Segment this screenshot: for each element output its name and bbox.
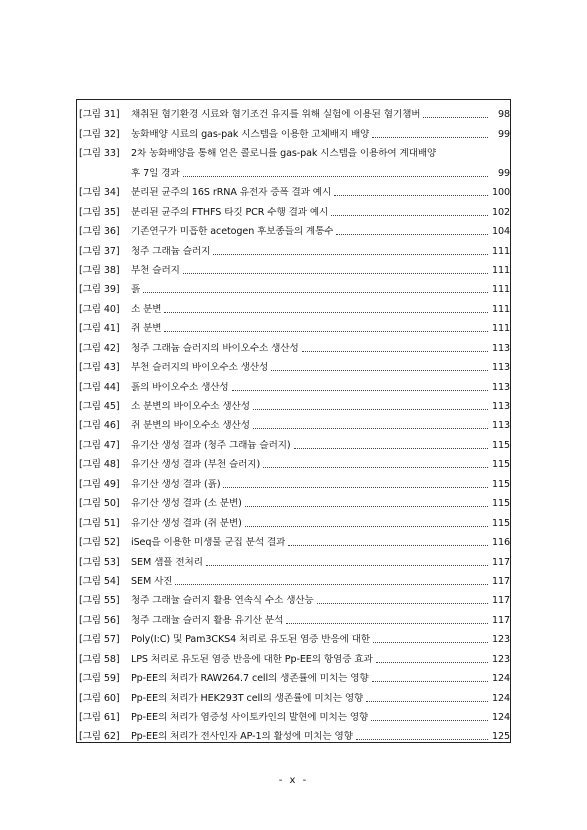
figure-label: [그림 56] [79,614,120,626]
page-number: 113 [491,401,510,413]
toc-entry[interactable] [79,394,510,413]
page-number: 113 [491,342,510,354]
toc-entry[interactable] [79,510,510,529]
figure-title: Poly(I:C) 및 Pam3CKS4 처리로 유도된 염증 반응에 대한 [131,634,371,646]
figure-title: 청주 그래늄 슬러지의 바이오수소 생산성 [131,342,299,354]
figure-label: [그림 60] [79,692,120,704]
figure-label: [그림 47] [79,439,120,451]
toc-entry[interactable] [79,666,510,685]
figure-title: Pp-EE의 처리가 전사인자 AP-1의 활성에 미치는 영향 [131,731,353,743]
figure-title: 소 분변 [131,303,162,315]
figure-label: [그림 37] [79,245,120,257]
dot-leader [271,370,488,371]
page-number: 98 [497,109,510,121]
figure-title-continued: 후 7일 경과 [131,167,180,179]
page-number: 115 [491,498,510,510]
figure-title: 분리된 균주의 FTHFS 타깃 PCR 수행 결과 예시 [131,206,329,218]
figure-label: [그림 34] [79,187,120,199]
page-number: 115 [491,459,510,471]
toc-entry[interactable] [79,316,510,335]
figure-label: [그림 61] [79,712,120,724]
page-number: 124 [491,673,510,685]
dot-leader [164,312,488,313]
figure-title: 청주 그래늄 슬러지 [131,245,211,257]
toc-entry[interactable] [79,199,510,218]
page-number: 113 [491,381,510,393]
figure-title: 기존연구가 미흡한 acetogen 후보종들의 계통수 [131,226,334,238]
dot-leader [423,117,488,118]
figure-label: [그림 44] [79,381,120,393]
figure-title: 2차 농화배양을 통해 얻은 콜로니를 gas-pak 시스템을 이용하여 계대배양 [131,148,437,160]
figure-label: [그림 52] [79,537,120,549]
page-number: 104 [491,226,510,238]
figure-label: [그림 50] [79,498,120,510]
page-number: 124 [491,712,510,724]
figure-title: iSeq을 이용한 미생물 군집 분석 결과 [131,537,286,549]
toc-entry[interactable] [79,588,510,607]
figure-label: [그림 36] [79,226,120,238]
figure-label: [그림 40] [79,303,120,315]
toc-entry[interactable] [79,705,510,724]
page-number: 113 [491,420,510,432]
figure-title: 쥐 분변의 바이오수소 생산성 [131,420,250,432]
figure-label: [그림 49] [79,478,120,490]
figure-title: 유기산 생성 결과 (흙) [131,478,221,490]
toc-entry[interactable] [79,491,510,510]
toc-entry[interactable] [79,432,510,451]
toc-entry[interactable] [79,374,510,393]
figure-title: 유기산 생성 결과 (쥐 분변) [131,517,242,529]
figure-title: 소 분변의 바이오수소 생산성 [131,401,250,413]
figure-title: 쥐 분변 [131,323,162,335]
toc-entry[interactable] [79,471,510,490]
figure-label: [그림 43] [79,362,120,374]
toc-entry[interactable] [79,549,510,568]
page-number: 111 [491,245,510,257]
dot-leader [253,409,488,410]
figure-title: LPS 처리로 유도된 염증 반응에 대한 Pp-EE의 항염증 효과 [131,653,373,665]
figure-title: 부천 슬러지 [131,264,180,276]
figure-title: 농화배양 시료의 gas-pak 시스템을 이용한 고체배지 배양 [131,128,370,140]
dot-leader [331,215,488,216]
toc-entry[interactable] [79,452,510,471]
page-number: 111 [491,323,510,335]
dot-leader [372,137,488,138]
page-number: 113 [491,362,510,374]
figure-label: [그림 48] [79,459,120,471]
dot-leader [183,176,488,177]
page-number: 117 [491,556,510,568]
page-number: 125 [491,731,510,743]
page-number: 117 [491,614,510,626]
toc-entry[interactable] [79,296,510,315]
page-number: 123 [491,634,510,646]
dot-leader [206,565,488,566]
dot-leader [376,662,488,663]
toc-entry[interactable] [79,258,510,277]
figure-title: Pp-EE의 처리가 HEK293T cell의 생존률에 미치는 영향 [131,692,364,704]
figure-title: 청주 그래뉼 슬러지 활용 연속식 수소 생산능 [131,595,314,607]
figure-label: [그림 51] [79,517,120,529]
toc-entry[interactable] [79,121,510,140]
page-number: 111 [491,303,510,315]
figure-title: Pp-EE의 처리가 RAW264.7 cell의 생존률에 미치는 영향 [131,673,369,685]
toc-entry[interactable] [79,724,510,743]
figure-title: 흙 [131,284,141,296]
page-number: 117 [491,595,510,607]
dot-leader [372,681,488,682]
figure-label: [그림 39] [79,284,120,296]
page-number: 111 [491,264,510,276]
figure-title: SEM 샘플 전처리 [131,556,203,568]
figure-label: [그림 57] [79,634,120,646]
toc-entry[interactable] [79,607,510,626]
figure-title: 유기산 생성 결과 (소 분변) [131,498,242,510]
dot-leader [317,603,488,604]
page-number: 116 [491,537,510,549]
page-number: 115 [491,517,510,529]
dot-leader [213,254,488,255]
dot-leader [164,331,488,332]
dot-leader [183,273,488,274]
figure-label: [그림 31] [79,109,120,121]
figure-title: SEM 사진 [131,575,173,587]
figure-title: Pp-EE의 처리가 염증성 사이토카인의 발현에 미치는 영향 [131,712,369,724]
toc-entry[interactable] [79,627,510,646]
toc-entry[interactable] [79,355,510,374]
dot-leader [232,390,488,391]
dot-leader [245,506,488,507]
page-number: 115 [491,478,510,490]
toc-entry[interactable] [79,102,510,121]
figure-title: 채취된 혐기환경 시료와 혐기조건 유지를 위해 실험에 이용된 혐기챔버 [131,109,421,121]
dot-leader [366,701,488,702]
figure-label: [그림 45] [79,401,120,413]
page-number: 102 [491,206,510,218]
figure-label: [그림 33] [79,148,120,160]
dot-leader [336,234,488,235]
dot-leader [302,351,488,352]
figure-label: [그림 32] [79,128,120,140]
toc-entry[interactable] [79,141,510,180]
dot-leader [288,545,488,546]
figure-title: 유기산 생성 결과 (부천 슬러지) [131,459,261,471]
toc-entry[interactable] [79,238,510,257]
dot-leader [245,526,488,527]
figure-label: [그림 54] [79,575,120,587]
figure-list [79,102,510,743]
dot-leader [223,487,488,488]
toc-entry[interactable] [79,277,510,296]
dot-leader [143,292,488,293]
dot-leader [334,195,488,196]
dot-leader [373,642,488,643]
page-number: 117 [491,575,510,587]
figure-title: 흙의 바이오수소 생산성 [131,381,229,393]
figure-title: 부천 슬러지의 바이오수소 생산성 [131,362,269,374]
page-number: 99 [497,128,510,140]
page-number: 115 [491,439,510,451]
page-footer: - x - [278,775,309,786]
dot-leader [263,467,488,468]
dot-leader [371,720,488,721]
dot-leader [253,428,488,429]
page-number: 124 [491,692,510,704]
toc-entry[interactable] [79,646,510,665]
figure-label: [그림 38] [79,264,120,276]
toc-entry[interactable] [79,180,510,199]
toc-entry[interactable] [79,685,510,704]
toc-entry[interactable] [79,569,510,588]
figure-label: [그림 62] [79,731,120,743]
page-number: 100 [491,187,510,199]
toc-entry[interactable] [79,413,510,432]
toc-entry[interactable] [79,335,510,354]
figure-title: 분리된 균주의 16S rRNA 유전자 증폭 결과 예시 [131,187,332,199]
dot-leader [356,739,488,740]
figure-label: [그림 55] [79,595,120,607]
figure-title: 유기산 생성 결과 (청주 그래늄 슬러지) [131,439,291,451]
dot-leader [286,623,488,624]
figure-label: [그림 58] [79,653,120,665]
toc-entry[interactable] [79,219,510,238]
page-number: 123 [491,653,510,665]
figure-label: [그림 53] [79,556,120,568]
dot-leader [175,584,488,585]
dot-leader [294,448,488,449]
figure-label: [그림 59] [79,673,120,685]
figure-label: [그림 42] [79,342,120,354]
page-number: 111 [491,284,510,296]
page-number: 99 [497,167,510,179]
figure-title: 청주 그래뉼 슬러지 활용 유기산 분석 [131,614,284,626]
figure-label: [그림 35] [79,206,120,218]
figure-label: [그림 41] [79,323,120,335]
figure-label: [그림 46] [79,420,120,432]
toc-entry[interactable] [79,530,510,549]
